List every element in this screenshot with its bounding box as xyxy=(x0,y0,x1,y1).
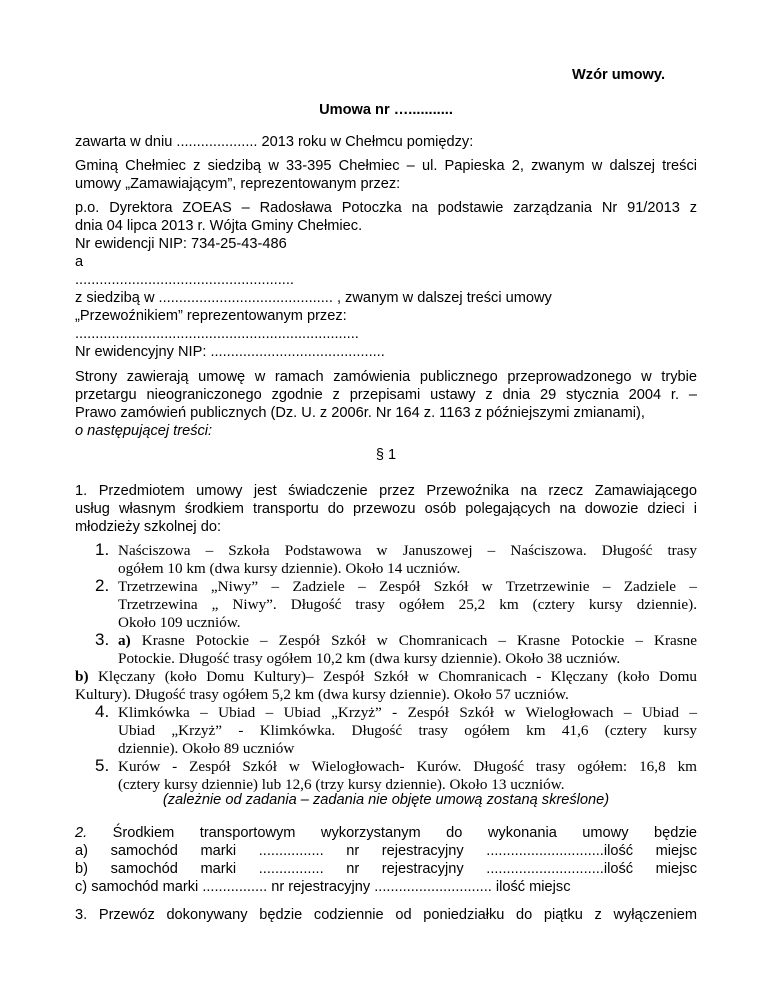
route-line xyxy=(118,632,697,650)
contract-number: Umowa nr …........... xyxy=(319,102,453,118)
seat-line: z siedzibą w ........................................... , zwanym w dalszej treści umowy xyxy=(75,290,552,306)
and-line: a xyxy=(75,254,84,270)
list-number: 2. xyxy=(95,576,110,595)
section2-line-a: a) samochód marki ................ nr rejestracyjny .............................ilość miejsc xyxy=(75,843,697,859)
list-item xyxy=(75,632,697,668)
section1-para1 xyxy=(75,482,697,536)
route-line: Naściszowa – Szkoła Podstawowa w Januszowej – Naściszowa. Długość trasy xyxy=(118,542,697,559)
preamble-line3: Prawo zamówień publicznych (Dz. U. z 2006r. Nr 164 z. 1163 z późniejszymi zmianami), xyxy=(75,405,645,421)
para1-line3: młodzieży szkolnej do: xyxy=(75,519,222,535)
list-number: 4. xyxy=(95,702,110,721)
preamble-line2: przetargu nieograniczonego zgodnie z przepisami ustawy z dnia 29 stycznia 2004 r. – xyxy=(75,387,697,403)
nip-carrier-line: Nr ewidencyjny NIP: ........................................... xyxy=(75,344,385,360)
route-prefix: a) xyxy=(118,632,131,649)
preamble-line1: Strony zawierają umowę w ramach zamówienia publicznego przeprowadzonego w trybie xyxy=(75,369,697,385)
list-number: 5. xyxy=(95,756,110,775)
party1-line2: umowy „Zamawiającym”, reprezentowanym przez: xyxy=(75,176,401,192)
section2-line-c: c) samochód marki ................ nr rejestracyjny ............................. ilość miejsc xyxy=(75,879,571,895)
section2-line-b: b) samochód marki ................ nr rejestracyjny .............................ilość miejsc xyxy=(75,861,697,877)
list-item xyxy=(75,758,697,794)
para1-line1: 1. Przedmiotem umowy jest świadczenie przez Przewoźnika na rzecz Zamawiającego xyxy=(75,483,697,499)
list-item xyxy=(75,542,697,578)
blank-line-2: ...................................................................... xyxy=(75,326,359,342)
para1-line2: usług własnym środkiem transportu do przewozu osób polegających na dowozie dzieci i xyxy=(75,501,697,517)
representative-line2: dnia 04 lipca 2013 r. Wójta Gminy Chełmiec. xyxy=(75,218,363,234)
document-title: Wzór umowy. xyxy=(572,67,665,83)
route-line: (cztery kursy dziennie) lub 12,6 (trzy kursy dziennie). Około 13 uczniów. xyxy=(118,776,565,793)
party1-line1: Gminą Chełmiec z siedzibą w 33-395 Chełmiec – ul. Papieska 2, zwanym w dalszej treści xyxy=(75,158,697,174)
route-text: Krasne Potockie – Zespół Szkół w Chomranicach – Krasne Potockie – Krasne xyxy=(130,632,697,649)
route-text: Klęczany (koło Domu Kultury)– Zespół Szkół w Chomranicach - Klęczany (koło Domu xyxy=(88,668,697,685)
route-prefix: b) xyxy=(75,668,89,685)
list-number: 3. xyxy=(95,630,110,649)
carrier-line: „Przewoźnikiem” reprezentowanym przez: xyxy=(75,308,347,324)
route-line: ogółem 10 km (dwa kursy dziennie). Około 14 uczniów. xyxy=(118,560,461,577)
nip-line: Nr ewidencji NIP: 734-25-43-486 xyxy=(75,236,287,252)
route-line: Ubiad „Krzyż” - Klimkówka. Długość trasy ogółem km 41,6 (cztery kursy xyxy=(118,722,697,739)
route-line: Trzetrzewina „Niwy” – Zadziele – Zespół Szkół w Trzetrzewinie – Zadziele – xyxy=(118,578,697,595)
blank-line: ...................................................... xyxy=(75,272,294,288)
route-line: Około 109 uczniów. xyxy=(118,614,241,631)
section-heading: § 1 xyxy=(375,447,397,463)
route-line: Kurów - Zespół Szkół w Wielogłowach- Kurów. Długość trasy ogółem: 16,8 km xyxy=(118,758,697,775)
section2-number: 2. xyxy=(75,825,88,841)
routes-list xyxy=(75,542,697,794)
list-item xyxy=(75,668,697,704)
preamble-line4: o następującej treści: xyxy=(75,423,213,439)
intro-block xyxy=(75,133,697,361)
concluded-line: zawarta w dniu .................... 2013 roku w Chełmcu pomiędzy: xyxy=(75,134,474,150)
section3-line1: 3. Przewóz dokonywany będzie codziennie od poniedziałku do piątku z wyłączeniem xyxy=(75,907,697,923)
list-item xyxy=(75,578,697,632)
list-number: 1. xyxy=(95,540,110,559)
section2-line0: Środkiem transportowym wykorzystanym do wykonania umowy będzie xyxy=(87,825,697,841)
representative-line1: p.o. Dyrektora ZOEAS – Radosława Potoczka na podstawie zarządzania Nr 91/2013 z xyxy=(75,200,697,216)
route-line: Trzetrzewina „ Niwy”. Długość trasy ogółem 25,2 km (cztery kursy dziennie). xyxy=(118,596,697,613)
section2 xyxy=(75,824,697,896)
route-line: Klimkówka – Ubiad – Ubiad „Krzyż” - Zespół Szkół w Wielogłowach – Ubiad – xyxy=(118,704,697,721)
route-line xyxy=(75,668,697,686)
route-line: dziennie). Około 89 uczniów xyxy=(118,740,295,757)
list-item xyxy=(75,704,697,758)
route-line: Potockie. Długość trasy ogółem 10,2 km (dwa kursy dziennie). Około 38 uczniów. xyxy=(118,650,621,667)
preamble xyxy=(75,368,697,440)
route-line: Kultury). Długość trasy ogółem 5,2 km (dwa kursy dziennie). Około 57 uczniów. xyxy=(75,686,569,703)
section3 xyxy=(75,906,697,924)
route-note: (zależnie od zadania – zadania nie objęte umową zostaną skreślone) xyxy=(162,792,610,808)
